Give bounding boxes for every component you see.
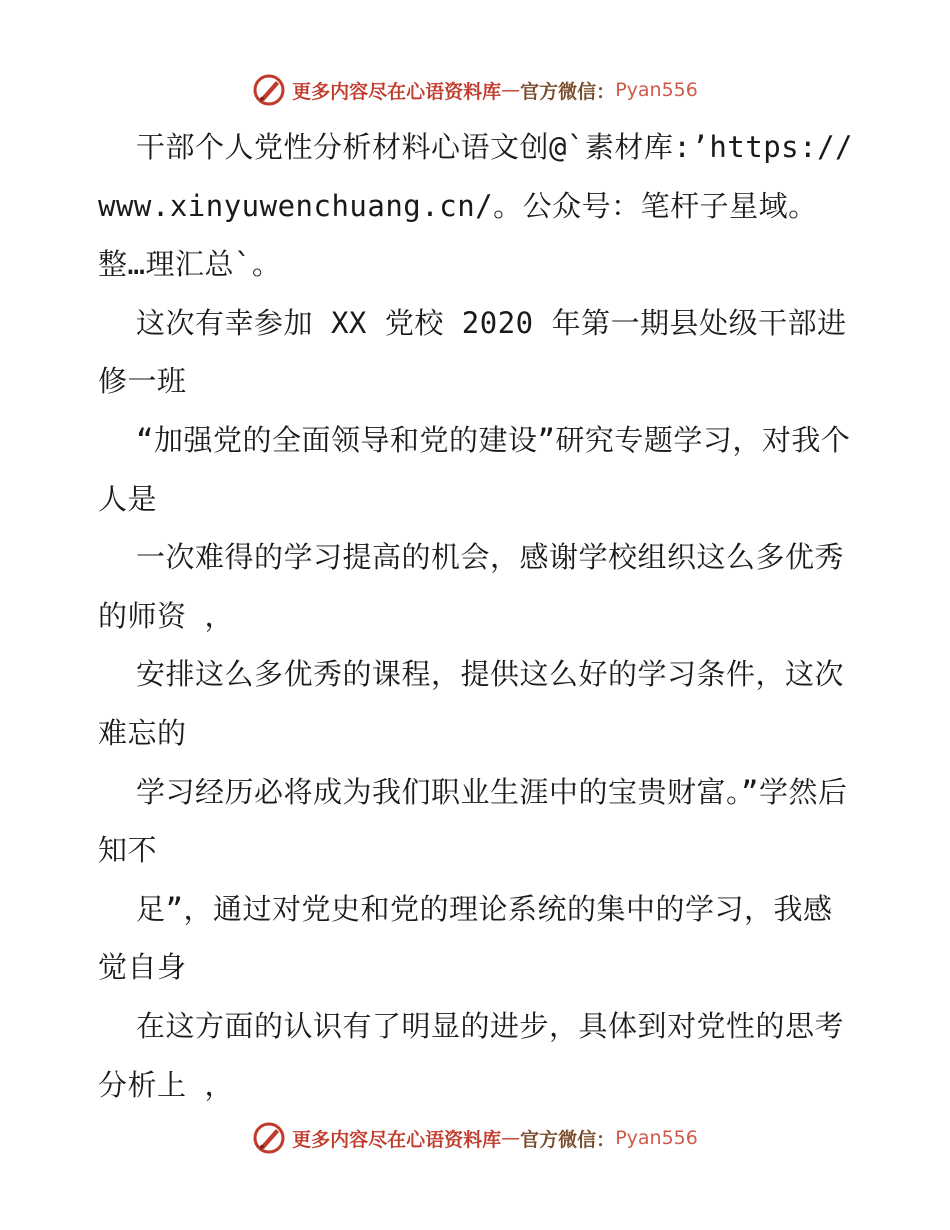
footer-wechat-id: Pyan556 <box>615 1127 698 1149</box>
paragraph-2: 这次有幸参加 XX 党校 2020 年第一期县处级干部进修一班 <box>98 305 847 399</box>
brand-logo-icon <box>252 1121 286 1155</box>
header-wechat-id: Pyan556 <box>615 79 698 101</box>
footer-dash: — <box>501 1127 521 1149</box>
paragraph-1: 干部个人党性分析材料心语文创@`素材库:’https://www.xinyuwenchuang.cn/。公众号：笔杆子星域。整…理汇总`。 <box>98 130 854 282</box>
header-promo-text: 更多内容尽在心语资料库 <box>292 80 502 103</box>
header-wechat-label: 官方微信： <box>520 80 616 103</box>
paragraph-8: 在这方面的认识有了明显的进步，具体到对党性的思考分析上 ， <box>98 1008 845 1102</box>
paragraph-5: 安排这么多优秀的课程，提供这么好的学习条件，这次难忘的 <box>98 657 845 750</box>
footer-banner <box>0 1118 950 1158</box>
footer-wechat-label: 官方微信： <box>520 1128 616 1151</box>
paragraph-4: 一次难得的学习提高的机会，感谢学校组织这么多优秀的师资 ， <box>98 540 845 633</box>
header-dash: — <box>501 79 521 101</box>
paragraph-7: 足”，通过对党史和党的理论系统的集中的学习，我感觉自身 <box>98 891 833 985</box>
document-body <box>98 118 858 1114</box>
brand-logo-icon <box>252 73 286 107</box>
paragraph-3: “加强党的全面领导和党的建设”研究专题学习，对我个人是 <box>98 422 851 516</box>
footer-promo-text: 更多内容尽在心语资料库 <box>292 1128 502 1151</box>
header-banner <box>0 70 950 110</box>
paragraph-6: 学习经历必将成为我们职业生涯中的宝贵财富。”学然后知不 <box>98 774 848 868</box>
